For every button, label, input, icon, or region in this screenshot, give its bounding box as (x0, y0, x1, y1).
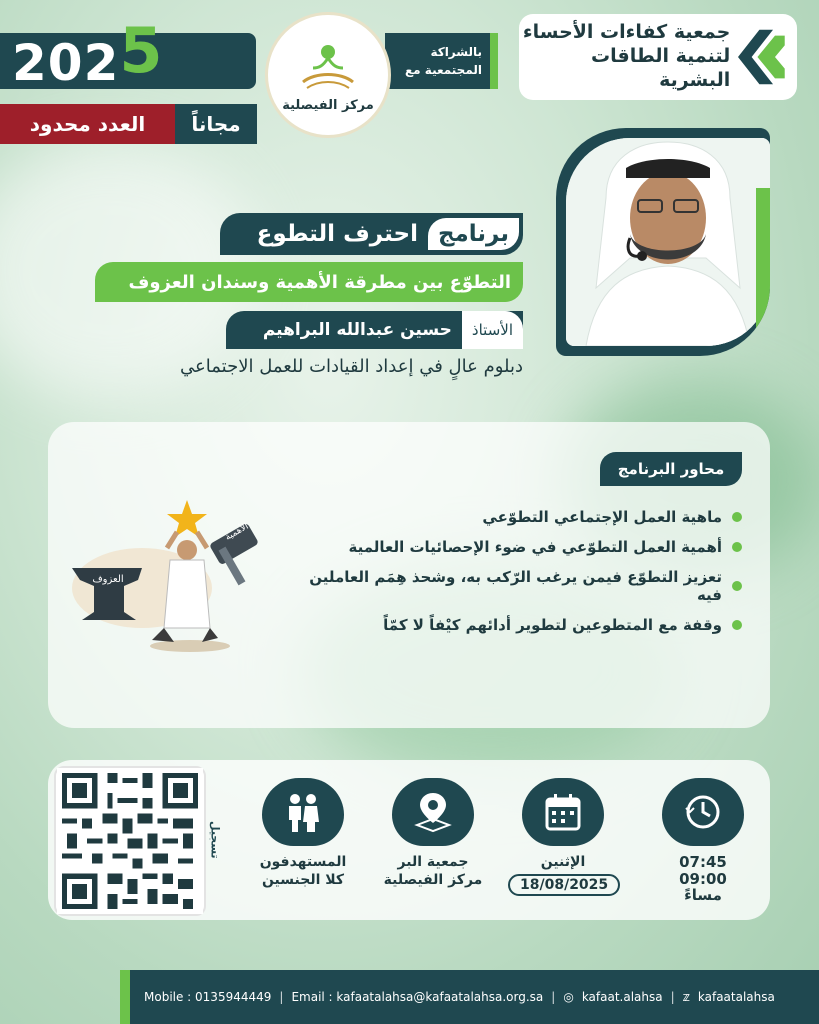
qr-caption: تسجيل (208, 821, 222, 859)
axes-list (282, 508, 742, 646)
year-last-digit: 5 (119, 14, 164, 87)
footer-mobile[interactable]: Mobile : 0135944449 (144, 990, 272, 1004)
org-logo-box (519, 14, 797, 100)
partner-logo (265, 12, 391, 138)
contact-footer (130, 970, 819, 1024)
time-info (648, 778, 758, 904)
qr-code-icon (56, 768, 204, 914)
bullet-icon (732, 542, 742, 552)
venue-line1: جمعية البر (397, 854, 469, 870)
program-title (220, 213, 523, 255)
org-name-line1: جمعية كفاءات الأحساء (522, 21, 731, 44)
program-subtitle: التطوّع بين مطرقة الأهمية وسندان العزوف (95, 262, 523, 302)
hammer-label: الأهمية (223, 521, 251, 543)
axis-text: تعزيز التطوّع فيمن يرغب الرّكب به، وشحذ هِمَم العاملين فيه (309, 568, 722, 604)
axis-text: ماهية العمل الإجتماعي التطوّعي (482, 508, 722, 526)
org-name-line2: لتنمية الطاقات البشرية (591, 45, 731, 91)
partnership-label-line2: المجتمعية مع (404, 63, 482, 77)
program-name: احترف التطوع (256, 221, 418, 247)
date-info (508, 778, 618, 896)
x-icon: 𝕫 (682, 990, 690, 1004)
event-info-card (48, 760, 770, 920)
lecturer-prefix: الأستاذ (462, 311, 523, 349)
location-pin-icon (392, 778, 474, 846)
audience-value: كلا الجنسين (261, 872, 345, 888)
axis-text: وقفة مع المتطوعين لتطوير أدائهم كيْفاً لا كمّاً (383, 616, 722, 634)
list-item (282, 538, 742, 556)
partnership-label-line1: بالشراكة (430, 45, 482, 59)
list-item (282, 508, 742, 526)
footer-accent (120, 970, 130, 1024)
year-prefix: 202 (12, 34, 120, 92)
footer-email[interactable]: Email : kafaatalahsa@kafaatalahsa.org.sa (291, 990, 544, 1004)
free-badge: مجاناً (175, 104, 257, 144)
lecturer-name: حسين عبدالله البراهيم (262, 320, 452, 340)
calendar-icon (522, 778, 604, 846)
event-day: الإثنين (540, 854, 586, 870)
star-icon (167, 500, 207, 537)
time-start: 07:45 (679, 853, 727, 871)
bullet-icon (732, 620, 742, 630)
speaker-photo (556, 128, 770, 356)
org-name (519, 21, 730, 92)
event-date: 18/08/2025 (508, 874, 620, 896)
audience-label: المستهدفون (259, 854, 347, 870)
footer-instagram[interactable]: kafaat.alahsa (581, 990, 663, 1004)
org-logo-icon (738, 25, 785, 89)
year (12, 14, 164, 92)
partnership-label (385, 33, 498, 89)
lecturer (226, 311, 523, 349)
footer-x[interactable]: kafaatalahsa (697, 990, 775, 1004)
venue-info (378, 778, 488, 888)
axis-text: أهمية العمل التطوّعي في ضوء الإحصائيات العالمية (348, 538, 722, 556)
hammer-anvil-illustration (62, 488, 282, 678)
bullet-icon (732, 512, 742, 522)
time-end: 09:00 (679, 869, 727, 888)
bullet-icon (732, 581, 742, 591)
qr-code[interactable] (54, 766, 206, 916)
footer-separator: | (670, 990, 675, 1004)
list-item (282, 616, 742, 634)
venue-line2: مركز الفيصلية (383, 872, 483, 888)
audience-info (248, 778, 358, 888)
photo-accent (756, 188, 770, 328)
axes-heading: محاور البرنامج (600, 452, 742, 486)
time-period: مساءً (684, 886, 722, 904)
partner-emblem-icon (293, 38, 363, 94)
program-prefix: برنامج (428, 218, 519, 250)
instagram-icon: ◎ (563, 990, 574, 1004)
clock-icon (662, 778, 744, 846)
footer-separator: | (551, 990, 556, 1004)
footer-separator: | (279, 990, 284, 1004)
people-icon (262, 778, 344, 846)
speaker-portrait-icon (566, 138, 770, 346)
list-item (282, 568, 742, 604)
anvil-label: العزوف (92, 574, 124, 585)
lecturer-credential: دبلوم عالٍ في إعداد القيادات للعمل الاجتماعي (180, 356, 523, 377)
program-axes-card (48, 422, 770, 728)
limited-seats-badge: العدد محدود (0, 104, 175, 144)
partner-name: مركز الفيصلية (282, 97, 374, 113)
speaker-photo-inner (566, 138, 770, 346)
